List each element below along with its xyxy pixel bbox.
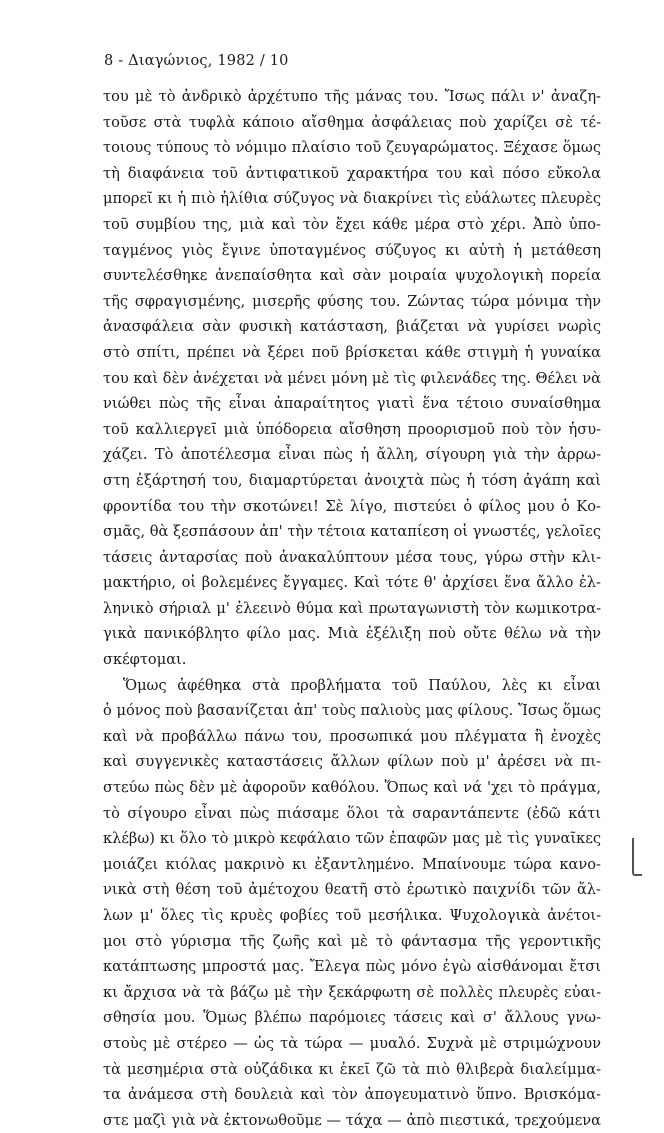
text-line: κλέβω) κι ὅλο τὸ μικρὸ κεφάλαιο τῶν ἐπαφῶν μας μὲ τὶς γυναῖκες	[103, 830, 601, 848]
text-line: καὶ νὰ προβάλλω πάνω του, προσωπικά μου πλέγματα ἢ ἐνοχὲς	[103, 727, 601, 745]
text-line: τοῦ συμβίου της, μιὰ καὶ τὸν ἔχει κάθε μέρα στὸ χέρι. Ἀπὸ ὑπο-	[103, 215, 601, 233]
text-line: νικὰ στὴ θέση τοῦ ἀμέτοχου θεατῆ στὸ ἐρωτικὸ παιχνίδι τῶν ἄλ-	[103, 881, 601, 899]
text-line: γικὰ πανικόβλητο φίλο μας. Μιὰ ἐξέλιξη ποὺ οὔτε θέλω νὰ τὴν	[103, 625, 601, 643]
text-line: τοιους τύπους τὸ νόμιμο πλαίσιο τοῦ ζευγαρώματος. Ξέχασε ὅμως	[103, 139, 601, 157]
text-line: στὸ σπίτι, πρέπει νὰ ξέρει ποῦ βρίσκεται κάθε στιγμὴ ἡ γυναίκα	[103, 343, 601, 361]
text-line: λων μ' ὅλες τὶς κρυὲς φοβίες τοῦ μεσήλικα. Ψυχολογικὰ ἀνέτοι-	[103, 907, 601, 924]
text-line: τὴ διαφάνεια τοῦ ἀντιφατικοῦ χαρακτήρα του καὶ πόσο εὔκολα	[103, 164, 601, 182]
text-line: μπορεῖ κι ἡ πιὸ ἠλίθια σύζυγος νὰ διακρίνει τὶς εὐάλωτες πλευρὲς	[103, 190, 601, 208]
text-line: τοῦσε στὰ τυφλὰ κάποιο αἴσθημα ἀσφάλειας ποὺ χαρίζει σὲ τέ-	[103, 113, 601, 131]
text-line: σμᾶς, θὰ ξεσπάσουν ἀπ' τὴν τέτοια καταπίεση οἱ γνωστές, γελοῖες	[103, 523, 601, 541]
text-line: μοιάζει κιόλας μακρινὸ κι ἐξαντλημένο. Μπαίνουμε τώρα κανο-	[103, 855, 601, 873]
text-line: τὸ σίγουρο εἶναι πὼς πιάσαμε ὅλοι τὰ σαραντάπεντε (ἐδῶ κάτι	[103, 804, 601, 822]
text-line: συντελέσθηκε ἀνεπαίσθητα καὶ σὰν μοιραία ψυχολογικὴ πορεία	[103, 267, 601, 285]
text-line: μοι στὸ γύρισμα τῆς ζωῆς καὶ μὲ τὸ φάντασμα τῆς γεροντικῆς	[103, 932, 601, 950]
text-line: νιώθει πὼς τῆς εἶναι ἀπαραίτητος γιατὶ ἕνα τέτοιο συναίσθημα	[103, 395, 601, 413]
paragraph-first-line: Ὅμως ἀφέθηκα στὰ προβλήματα τοῦ Παύλου, λὲς κι εἶναι	[123, 676, 601, 694]
text-line: του καὶ δὲν ἀνέχεται νὰ μένει μόνη μὲ τὶς φιλενάδες της. Θέλει νὰ	[103, 369, 601, 387]
text-line: τοῦ καλλιεργεῖ μιὰ ὑπόδορεια αἴσθηση προορισμοῦ ποὺ τὸν ἡσυ-	[103, 420, 601, 438]
text-line: φροντίδα του τὴν σκοτώνει! Σὲ λίγο, πιστεύει ὁ φίλος μου ὁ Κο-	[103, 497, 601, 515]
running-head: 8 - Διαγώνιος, 1982 / 10	[104, 53, 289, 69]
text-line: τάσεις ἀνταρσίας ποὺ ἀνακαλύπτουν μέσα τους, γύρω στὴν κλι-	[103, 548, 601, 566]
text-line: στεύω πὼς δὲν μὲ ἀφοροῦν καθόλου. Ὅπως καὶ νά 'χει τὸ πράγμα,	[103, 779, 601, 797]
text-line: καὶ συγγενικὲς καταστάσεις ἄλλων φίλων ποὺ μ' ἀρέσει νὰ πι-	[103, 753, 601, 771]
text-line: χάζει. Τὸ ἀποτέλεσμα εἶναι πὼς ἡ ἄλλη, σίγουρη γιὰ τὴν ἀρρω-	[103, 446, 601, 464]
text-line: κι ἄρχισα νὰ τὰ βάζω μὲ τὴν ξεκάρφωτη σὲ πολλὲς πλευρὲς εὐαι-	[103, 983, 601, 1001]
text-line: ἀνασφάλεια σὰν φυσικὴ κατάσταση, βιάζεται νὰ γυρίσει νωρὶς	[103, 318, 601, 336]
text-line: κατάπτωσης μπροστά μας. Ἔλεγα πὼς μόνο ἐγὼ αἰσθάνομαι ἔτσι	[103, 958, 601, 976]
text-line: τὰ μεσημέρια στὰ οὐζάδικα κι ἐκεῖ ζῶ τὰ πιὸ θλιβερὰ διαλείμμα-	[103, 1060, 601, 1078]
page-edge-mark	[632, 838, 642, 876]
text-line: ταγμένος γιὸς ἔγινε ὑποταγμένος σύζυγος κι αὐτὴ ἡ μετάθεση	[103, 241, 601, 259]
text-line: στη ἐξάρτησή του, διαμαρτύρεται ἀνοιχτὰ πὼς ἡ τόση ἀγάπη καὶ	[103, 471, 601, 489]
text-line: σθησία μου. Ὅμως βλέπω παρόμοιες τάσεις καὶ σ' ἄλλους γνω-	[103, 1009, 601, 1027]
text-line: ὁ μόνος ποὺ βασανίζεται ἀπ' τοὺς παλιοὺς μας φίλους. Ἴσως ὅμως	[103, 702, 601, 720]
text-line: ληνικὸ σήριαλ μ' ἐλεεινὸ θύμα καὶ πρωταγωνιστὴ τὸν κωμικοτρα-	[103, 599, 601, 617]
paragraph-last-line: σκέφτομαι.	[103, 651, 187, 669]
body-text	[103, 84, 601, 1133]
text-line: στε μαζὶ γιὰ νὰ ἐκτονωθοῦμε — τάχα — ἀπὸ πιεστικά, τρεχούμενα	[103, 1111, 601, 1129]
text-line: μακτήριο, οἱ βολεμένες ἔγγαμες. Καὶ τότε θ' ἀρχίσει ἕνα ἄλλο ἐλ-	[103, 574, 601, 592]
text-line: στοὺς μὲ στέρεο — ὡς τὰ τώρα — μυαλό. Συχνὰ μὲ στριμώχνουν	[103, 1034, 601, 1052]
text-line: τα ἀνάμεσα στὴ δουλειὰ καὶ τὸν ἀπογευματινὸ ὕπνο. Βρισκόμα-	[103, 1086, 601, 1104]
text-line: του μὲ τὸ ἀνδρικὸ ἀρχέτυπο τῆς μάνας του. Ἴσως πάλι ν' ἀναζη-	[103, 88, 601, 105]
text-line: τῆς σφραγισμένης, μισερῆς φύσης του. Ζώντας τώρα μόνιμα τὴν	[103, 292, 601, 310]
